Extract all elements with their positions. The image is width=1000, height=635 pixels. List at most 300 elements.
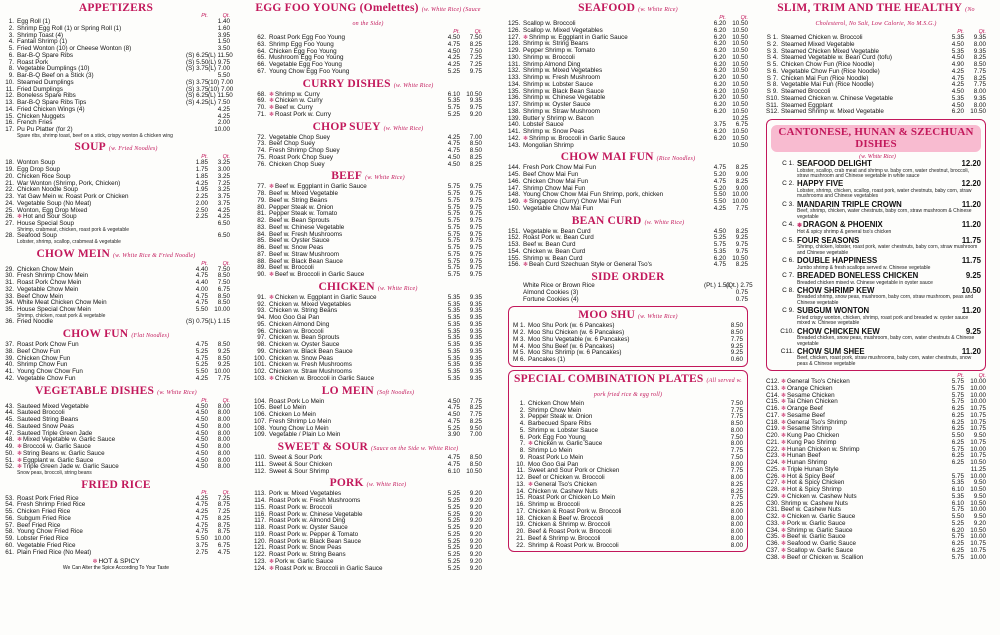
item-price-large: (10) 7.00 [208, 85, 234, 93]
menu-item [2, 233, 230, 240]
item-name-text: Chicken Rice Soup [17, 172, 71, 180]
item-number: C20. [766, 432, 780, 440]
item-name-text: Roast Pork w. Oyster Sauce [269, 524, 348, 531]
item-number: 83. [257, 223, 266, 231]
item-price-small [699, 408, 721, 415]
item-number: C37. [766, 546, 780, 554]
item-number: 105. [254, 404, 267, 412]
item-number: 17. [516, 507, 525, 515]
item-name-text: CHOW SUM SHEE [797, 346, 865, 356]
item-name-text: BREADED BONELESS CHICKEN [797, 271, 919, 281]
item-price-small: 6.20 [713, 128, 726, 135]
item-name-text: Triple Green Jade w. Garlic Sauce [23, 463, 119, 471]
item-price-small: 4.75 [195, 341, 208, 348]
item-name-text: CHOW CHICKEN KEW [797, 326, 880, 336]
item-name-text: Moo Shu Pork (w. 6 Pancakes) [528, 322, 615, 330]
item-price-small [699, 536, 721, 543]
item-price-small [699, 323, 721, 330]
section-title-text: CHOW MAI FUN [560, 151, 654, 164]
item-number: 58. [5, 528, 14, 536]
item-name-text: Plain Fried Rice (No Meat) [17, 548, 92, 556]
item-price-small: 4.50 [447, 47, 460, 55]
item-price-large: 10.00 [970, 553, 986, 561]
chef-special-row [771, 237, 981, 246]
item-price-small [699, 495, 721, 502]
item-name-text: Roast Pork w. Black Bean Sauce [269, 537, 362, 545]
item-number: 8. [519, 447, 525, 454]
item-name-text: Sweet & Sour Shrimp [269, 467, 330, 475]
item-name-text: Sauteed Broccoli [17, 409, 65, 417]
item-name-text: Moo Goo Gai Pan [528, 460, 579, 468]
item-number: 142. [508, 134, 521, 142]
item-name-text: Beef Chow Fun [17, 347, 61, 355]
item-price-small: 5.75 [951, 445, 964, 453]
item-price-small [186, 233, 208, 240]
item-price-large: 10.50 [732, 74, 748, 81]
section-subtitle: (All served w. pork fried rice & egg roll) [593, 377, 742, 398]
item-price-large: 8.00 [730, 528, 743, 535]
item-name-text: Pork w. Garlic Sauce [787, 519, 846, 527]
item-price-small: 5.35 [447, 307, 460, 315]
item-price-large: 10.75 [970, 418, 986, 426]
item-name [269, 112, 438, 119]
item-name-text: Sauteed Snow Peas [17, 422, 75, 430]
item-price-large: 7.00 [469, 431, 482, 439]
item-price-small: 2.25 [195, 213, 208, 221]
section-lomein [254, 385, 482, 440]
item-name-text: Moo Shu Shrimp (w. 6 Pancakes) [528, 349, 622, 357]
item-number: 6. [519, 433, 525, 441]
item-price-small: 5.25 [447, 110, 460, 118]
item-price-small: 5.25 [447, 551, 460, 558]
item-price-small: 2.75 [195, 548, 208, 556]
item-number: 124. [254, 564, 267, 572]
item-price-large: 10.50 [732, 40, 748, 48]
item-price-large: 10.50 [732, 254, 748, 262]
item-price-small: 6.20 [713, 94, 726, 102]
item-name [528, 357, 699, 364]
item-number: 12. [5, 92, 14, 100]
item-name [523, 206, 704, 213]
item-number: 98. [257, 341, 266, 348]
item-number: 45. [5, 416, 14, 423]
item-name-text: Chicken Noodle Soup [17, 186, 78, 194]
chef-special-row [771, 160, 981, 169]
item-name-text: Chicken Chow Fun [17, 354, 71, 362]
hot-spicy-icon: ❄ [781, 534, 787, 541]
item-name-text: French Fries [17, 119, 53, 127]
item-number: 126. [508, 26, 521, 34]
item-price-small: 6.20 [713, 80, 726, 88]
item-name-text: Chicken Chow Mein [17, 265, 73, 273]
section-subtitle: (No Cholesterol, No Salt, Low Calorie, No M.S.G.) [815, 7, 975, 27]
item-number: 108. [254, 424, 267, 432]
item-price-small [699, 455, 721, 462]
item-description: Breaded shrimp, snow peas, mushroom, baby corn, straw mushroom, peas and Chinese vegetable [797, 294, 974, 306]
item-number: 35. [5, 306, 14, 313]
item-name-text: General Tso's Chicken [787, 378, 850, 386]
item-description: Breaded chicken mixed w. Chinese vegetable in oyster sauce [797, 279, 933, 286]
item-price-small: 1.85 [195, 159, 208, 167]
section-title-text: CHOW FUN [62, 328, 129, 340]
item-number: 3. [8, 31, 14, 39]
item-price-large: (10) 7.00 [208, 78, 234, 86]
item-number: 11. [516, 467, 525, 475]
item-name-text: Hot & Spicy Beef [787, 472, 835, 480]
item-price-small: 5.35 [447, 368, 460, 375]
item-number: 99. [257, 347, 266, 355]
item-price-large: 10.50 [732, 87, 748, 95]
item-price-large: 9.75 [735, 247, 748, 255]
item-number: 43. [5, 402, 14, 410]
item-name-text: Vegetable Chop Suey [269, 133, 330, 141]
item-name-text: Beef w. Bean Curd [523, 241, 576, 248]
item-description: Breaded chicken, snow peas, mushroom, baby corn, water chestnuts & Chinese vegetable [797, 335, 975, 347]
item-name-text: Chicken w. Black Bean Sauce [269, 347, 353, 355]
hot-spicy-icon: ❄ [92, 559, 98, 566]
menu-item [766, 109, 986, 116]
item-name-text: Chicken w. Snow Peas [269, 354, 334, 362]
section-title-text: CHOW MEIN [36, 247, 110, 260]
item-price-large: 7.75 [735, 204, 748, 212]
item-number: C29. [766, 492, 780, 500]
item-name [797, 307, 962, 316]
item-number: C18. [766, 418, 780, 426]
item-number: 87. [257, 250, 266, 258]
item-price-small: 4.50 [195, 436, 208, 444]
item-price-large: 8.00 [217, 409, 230, 417]
item-price-small: 4.50 [195, 429, 208, 437]
item-number: 41. [5, 368, 14, 375]
item-price-small: 5.25 [447, 524, 460, 531]
item-name-text: War Wonton (Shrimp, Pork, Chicken) [17, 179, 121, 187]
item-price-small: 4.90 [951, 61, 964, 68]
item-name-text: Fresh Pork Chow Mai Fun [523, 164, 597, 172]
item-price-large: 3.50 [217, 45, 230, 52]
item-number: S 3. [766, 47, 778, 55]
item-price-small: 4.25 [195, 374, 208, 382]
item-number: 47. [5, 429, 14, 437]
section-title [2, 248, 230, 262]
section-title-text: EGG FOO YOUNG (Omelettes) [255, 2, 419, 14]
item-price-large: 3.25 [217, 172, 230, 180]
chef-special-item [771, 307, 981, 326]
item-name-text: Orange Chicken [787, 384, 833, 392]
item-number: S10. [766, 94, 779, 102]
item-price-large: 8.00 [730, 521, 743, 529]
section-title [254, 2, 482, 30]
item-description: Beef, shrimp, chicken, water chestnuts, baby corn, straw mushroom & Chinese vegetable [797, 208, 972, 220]
item-name-text: Steamed Dumplings [17, 78, 74, 86]
item-name-text: Chicken & Shrimp w. Broccoli [528, 521, 611, 529]
section-title-text: SIDE ORDER [591, 271, 665, 283]
item-name-text: Hunan Beef [787, 452, 821, 460]
item-number: 55. [5, 508, 14, 515]
item-number: S 7. [766, 74, 778, 82]
hot-spicy-icon: ❄ [269, 111, 275, 118]
item-price-large: 6.75 [217, 541, 230, 549]
item-price-small: 4.75 [713, 177, 726, 185]
item-price-small [699, 421, 721, 428]
item-price-small [699, 344, 721, 351]
item-number: 57. [5, 521, 14, 529]
item-description: Fried crispy wonton, chicken, shrimp, roast pork and breaded w. oyster sauce mixed w. Chinese vegetable [797, 314, 969, 327]
item-price-large: 10.50 [970, 108, 986, 116]
item-price-large: 7.75 [730, 447, 743, 454]
item-price-large: 1.50 [217, 38, 230, 46]
hot-spicy-icon: ❄ [781, 419, 787, 426]
item-name-text: Fried Chicken Wings (4) [17, 105, 85, 113]
item-price-small: 6.25 [951, 452, 964, 460]
item-name [17, 307, 186, 314]
item-number: 7. [519, 440, 525, 448]
item-price-large: 8.00 [217, 456, 230, 464]
item-name-text: Young Chow Chow Fun [17, 368, 83, 375]
item-price-small: 3.75 [195, 541, 208, 549]
item-price-large: 8.25 [469, 153, 482, 161]
item-price-small: 5.75 [951, 472, 964, 480]
item-price-small: 5.20 [713, 184, 726, 192]
item-price-small: 4.50 [447, 34, 460, 41]
item-price-small [699, 529, 721, 536]
hot-spicy-icon: ❄ [269, 105, 275, 111]
menu-item [254, 162, 482, 169]
item-name-text: Shrimp & Roast Pork w. Broccoli [528, 541, 619, 549]
column-3 [508, 2, 753, 633]
item-price-small: 5.25 [447, 503, 460, 511]
item-name-text: Beef w. Broccoli [269, 264, 314, 272]
hot-spicy-icon: ❄ [17, 444, 23, 450]
item-name [523, 262, 704, 269]
item-price-large: 10.75 [970, 540, 986, 548]
item-name-text: Beef w. Bean Sprouts [269, 217, 330, 224]
item-price-large: 8.00 [730, 514, 743, 522]
item-name [797, 160, 961, 169]
item-number: 28. [5, 232, 14, 240]
item-price-small: 6.10 [951, 486, 964, 494]
item-name [781, 109, 942, 116]
legend [2, 558, 230, 565]
item-price-large: 8.25 [973, 74, 986, 82]
item-name-text: House Special Soup [17, 220, 75, 227]
hot-spicy-icon: ❄ [781, 453, 787, 460]
item-name-text: Young Chow Lo Mein [269, 424, 329, 432]
chef-special-item [771, 328, 981, 347]
item-name-text: Shrimp w. String Beans [523, 40, 589, 48]
item-number: 135. [508, 87, 521, 95]
item-price-large: 9.75 [469, 67, 482, 75]
item-price-large: 9.00 [735, 184, 748, 192]
item-name-text: Roast Pork Chow Mein [17, 279, 82, 286]
menu-item [254, 469, 482, 476]
item-number: M 3. [513, 335, 526, 343]
item-price-large: 7.75 [730, 335, 743, 343]
item-name-text: Mongolian Shrimp [523, 141, 574, 149]
item-price-large: 6.75 [735, 121, 748, 129]
section-subtitle: (w. White Rice) [638, 7, 678, 13]
item-price-large: 4.25 [217, 206, 230, 214]
item-description: Shrimp, chicken, roast pork & vegetable [17, 312, 106, 319]
section-subtitle: (Rice Noodles) [656, 156, 696, 163]
item-price-small: 5.75 [951, 553, 964, 561]
price-label: Qt. [474, 29, 482, 35]
item-number: 12. [516, 474, 525, 481]
item-number: 92. [257, 300, 266, 308]
item-price-large: 1.60 [217, 24, 230, 32]
item-number: 33. [5, 292, 14, 300]
item-number: 127. [508, 33, 521, 41]
item-price-large: 10.00 [732, 191, 748, 199]
item-name-text: Roast Pork Lo Mein [269, 397, 325, 405]
item-name-text: Beef w. Black Bean Sauce [269, 257, 343, 265]
item-price-small: 5.75 [447, 223, 460, 231]
item-number: 103. [254, 374, 267, 382]
item-price-small: 5.35 [447, 354, 460, 362]
section-soup [2, 141, 230, 245]
item-name-text: Roast Pork [17, 58, 49, 66]
hot-spicy-icon: ❄ [781, 473, 787, 480]
item-number: C 7. [782, 272, 794, 280]
section-title-text: SLIM, TRIM AND THE HEALTHY [777, 2, 963, 14]
item-price-large: 9.35 [469, 307, 482, 315]
item-number: M 5. [513, 349, 526, 357]
item-name-text: Beef Chow Mein [17, 292, 64, 300]
item-name-text: Vegetable Egg Foo Young [269, 61, 342, 68]
section-cantonese [766, 119, 986, 371]
hot-spicy-icon: ❄ [781, 439, 787, 446]
item-price-large: 10.50 [732, 33, 748, 41]
hot-spicy-icon: ❄ [781, 392, 787, 399]
item-number: 7. [8, 58, 14, 66]
section-title-text: BEAN CURD [571, 214, 642, 227]
item-number: 22. [516, 541, 525, 549]
hot-spicy-icon: ❄ [781, 426, 787, 433]
item-price-small: 5.75 [447, 183, 460, 191]
item-name-text: Vegetable / Plain Lo Mein [269, 431, 341, 439]
item-number: 62. [257, 34, 266, 41]
item-price-small: 6.25 [951, 459, 964, 467]
item-name-text: Sweet & Sour Pork [269, 454, 323, 461]
item-number: 106. [254, 411, 267, 418]
item-name-text: Lobster Sauce [523, 121, 564, 129]
item-price-small: 5.35 [447, 320, 460, 328]
item-price-large: 9.50 [973, 479, 986, 487]
item-number: C23. [766, 452, 780, 460]
item-price-small: 6.25 [951, 405, 964, 413]
item-price-large: 8.25 [735, 227, 748, 235]
item-price-large: 8.00 [730, 507, 743, 515]
item-number: 112. [254, 467, 266, 475]
item-price-small [186, 120, 208, 127]
chef-special-item [771, 221, 981, 236]
item-price-small: 6.20 [713, 60, 726, 68]
item-name-text: MANDARIN TRIPLE CROWN [797, 199, 902, 209]
item-price-large: 3.25 [217, 186, 230, 194]
item-price-small: 5.35 [951, 94, 964, 102]
item-price-small: 5.75 [447, 230, 460, 238]
item-name-text: Shrimp Lo Mein [528, 447, 573, 454]
price-label: Pt. [957, 373, 964, 380]
item-price-small: 5.75 [713, 241, 726, 248]
item-number: C27. [766, 479, 780, 487]
item-number: 21. [5, 179, 14, 187]
item-price-small: 5.25 [195, 361, 208, 369]
item-price-large: 7.75 [730, 494, 743, 502]
item-price-small: 4.50 [951, 54, 964, 62]
section-title-text: CHOP SUEY [312, 120, 381, 133]
item-number: 42. [5, 374, 14, 382]
item-number: 155. [508, 254, 521, 262]
item-price-small: 5.25 [447, 424, 460, 432]
item-price-small [699, 482, 721, 489]
section-title-text: VEGETABLE DISHES [35, 384, 155, 397]
section-title [508, 2, 748, 16]
item-name-text: Steamed Chicken Mixed Vegetable [781, 47, 880, 55]
item-price-large: 9.20 [469, 564, 482, 572]
item-price-large: 9.20 [469, 530, 482, 538]
item-price-large: 8.50 [469, 140, 482, 148]
item-price-small: 5.35 [951, 479, 964, 487]
item-number: 91. [257, 293, 266, 301]
chef-special-row [771, 328, 981, 337]
section-subtitle: (w. White Rice) [393, 82, 434, 89]
item-name-text: Pepper Shrimp w. Tomato [523, 47, 595, 54]
item-price-large: 8.00 [217, 402, 230, 410]
item-name-text: Beef w. Cashew Nuts [781, 506, 841, 514]
item-price-small: 6.25 [951, 411, 964, 419]
item-price-large: 3.25 [217, 159, 230, 167]
item-price-large: 8.00 [730, 460, 743, 468]
menu-item [508, 262, 748, 269]
item-description: Snow peas, broccoli, string beans [17, 470, 92, 476]
item-price-small: 5.35 [447, 361, 460, 369]
item-number: C 6. [782, 257, 794, 265]
item-price-large: 9.20 [469, 503, 482, 511]
item-price-large: 10.50 [732, 47, 748, 54]
item-number: 13. [5, 99, 14, 106]
item-number: 151. [508, 227, 521, 235]
item-number: 110. [254, 454, 266, 461]
item-name-text: Bean Curd Szechuan Style or General Tso's [529, 261, 652, 269]
item-price-large: 9.20 [469, 544, 482, 552]
item-price-large: 9.00 [735, 171, 748, 178]
item-name-text: Fried Dumplings [17, 85, 63, 93]
item-price-small [699, 435, 721, 442]
item-price-large: 10.50 [970, 486, 986, 494]
hot-spicy-icon: ❄ [17, 450, 23, 457]
chef-special-row [771, 307, 981, 316]
section-slim [766, 2, 986, 116]
item-name [269, 162, 438, 169]
item-price-small: 4.50 [195, 463, 208, 471]
item-number: 27. [5, 220, 14, 227]
section-title [2, 328, 230, 342]
item-name-text: Chicken Nuggets [17, 112, 65, 120]
item-price-small [186, 127, 208, 134]
item-name-text: Sesame Beef [787, 411, 825, 419]
item-number: 152. [508, 234, 521, 242]
hot-spicy-icon: ❄ [523, 199, 529, 205]
item-number: 5. [8, 45, 14, 52]
item-name [269, 69, 438, 76]
hot-spicy-icon: ❄ [781, 541, 787, 548]
item-name [797, 287, 961, 296]
chef-special-row [771, 287, 981, 296]
section-title: CANTONESE, HUNAN & SZECHUAN DISHES [778, 126, 974, 150]
chef-special-row [771, 221, 981, 231]
section-title-text: MOO SHU [578, 309, 635, 322]
item-price-large: 9.35 [973, 94, 986, 102]
